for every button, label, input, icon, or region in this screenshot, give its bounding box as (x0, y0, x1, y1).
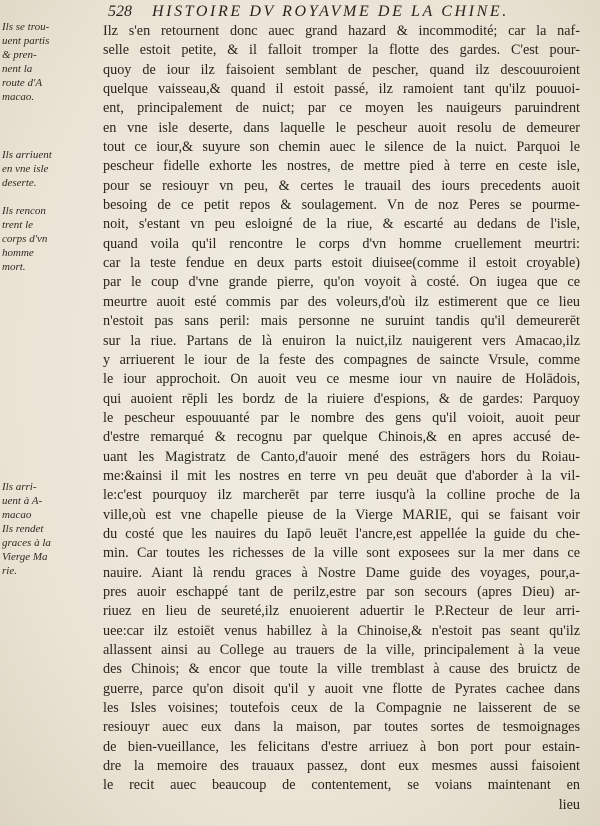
margin-note-line: Vierge Ma (2, 551, 48, 563)
text-line: uee:car ilz estoiēt venus habillez à la Chinoise,& n'estoit pas seant qu'ilz (103, 622, 580, 639)
text-line: les Isles voisines; toutefois ceux de la Compagnie ne laisserent de se (103, 700, 580, 717)
text-line: pres auoir eschappé tant de perilz,estre par son secours (apres Dieu) ar- (103, 583, 580, 600)
text-line: quand voila qu'il rencontre le corps d'vn homme cruellement meurtri: (103, 235, 580, 252)
text-line: pescheur fidelle exhorte les nostres, de mettre pied à terre en ceste isle, (103, 158, 580, 175)
text-line: quoy de iour ilz faisoient semblant de pescher, quand ilz descouuroient (103, 61, 580, 78)
text-line: allassent ainsi au College au trauers de la ville, principalement à la veue (103, 642, 580, 658)
page-number: 528 (108, 3, 132, 20)
text-line: le pescheur espouuanté par le nombre des gens qu'il voioit, auoit peur (103, 409, 580, 426)
text-line: selle estoit petite, & il falloit tromper la flotte des gardes. C'est pour- (103, 42, 580, 59)
margin-note-corps (2, 204, 94, 274)
text-line: le:c'est pourquoy ilz marcherēt par terre iusqu'à la colline proche de la (103, 487, 580, 504)
text-line: du costé que les nauires du Iapō leuēt l'ancre,est appellée la guide du che- (103, 525, 580, 542)
body-text (103, 22, 580, 815)
margin-note-line: homme (2, 247, 34, 259)
margin-note-line: graces à la (2, 537, 51, 549)
margin-note-line: en vne isle (2, 163, 49, 175)
text-line: sur la riue. Partans de là enuiron la nuict,ilz nauigerent vers Amacao,ilz (103, 332, 580, 349)
page-header (100, 2, 570, 24)
text-line: pour se resiouyr vn peu, & certes le trauail des iours precedents auoit (103, 177, 580, 194)
text-line: ville,où est vne chapelle pieuse de la Vierge MARIE, qui se faisant voir (103, 506, 580, 523)
margin-note-line: Ils rendet (2, 523, 44, 535)
margin-note-line: Ils rencon (2, 205, 46, 217)
margin-note-line: uent à A- (2, 495, 43, 507)
margin-note-line: Ils arri- (2, 481, 37, 493)
text-line: uant les Magistratz de Canto,d'auoir mené des estrāgers hors du Roiau- (103, 448, 580, 465)
text-line: car la teste fendue en deux parts estoit diuisee(comme il estoit croyable) (103, 255, 580, 272)
margin-note-line: Ils se trou- (2, 21, 50, 33)
margin-note-line: & pren- (2, 49, 37, 61)
text-line: y arriuerent le iour de la feste des compagnes de saincte Vrsule, comme (103, 351, 580, 368)
margin-note-line: route d'A (2, 77, 43, 89)
margin-note-line: rie. (2, 565, 17, 577)
text-line: d'estre remarqué & recognu par quelque Chinois,& en apres accusé de- (103, 429, 580, 446)
text-line: min. Car toutes les richesses de la ville sont exposees sur la mer dans ce (103, 545, 580, 562)
text-line: le recit auec beaucoup de contentement, se voians maintenant en (103, 777, 580, 794)
text-line: tout ce iour,& suyure son chemin auec le silence de la nuict. Parquoi le (103, 139, 580, 156)
margin-note-line: trent le (2, 219, 34, 231)
text-line: qui auoient rēpli les bordz de la riuiere d'espions, & de gardes: Parquoy (103, 390, 580, 407)
margin-note-line: corps d'vn (2, 233, 48, 245)
margin-note-line: deserte. (2, 177, 37, 189)
margin-note-line: mort. (2, 261, 26, 273)
margin-note-graces (2, 522, 94, 578)
text-line: des Chinois; & encor que toute la ville tremblast à cause des bruictz de (103, 661, 580, 678)
text-line: n'estoit pas sans peril: mais personne ne suruint tandis qu'il demeurerēt (103, 313, 580, 330)
text-line: resiouyr auec eux dans la maison, par toutes sortes de tesmoignages (103, 719, 580, 736)
text-line: nauire. Aiant là rendu graces à Nostre Dame guide des voyages, pour,a- (103, 564, 580, 581)
text-line: meurtre auoit esté commis par des voleurs,d'où ilz estimerent que ce lieu (103, 293, 580, 310)
text-line: besoing de ce petit repos & soulagement. Vn de noz Peres se pourme- (103, 197, 580, 214)
text-line: de bien-vueillance, les felicitans d'estre arriuez à bon port pour estain- (103, 738, 580, 755)
text-line: le iour approchoit. On auoit veu ce mesme iour vn nauire de Holādois, (103, 371, 580, 388)
text-line: Ilz s'en retournent donc auec grand hazard & incommodité; car la naf- (103, 23, 580, 39)
margin-notes (0, 0, 100, 826)
text-line: noit, s'estant vn peu esloigné de la riue, & escarté au dedans de l'isle, (103, 216, 580, 233)
margin-note-amacao (2, 480, 94, 522)
text-line: me:&ainsi il mit les nostres en terre vn peu deuāt que d'aborder à la vil- (103, 467, 580, 484)
text-line: riuez en lieu de seureté,ilz enuoierent aduertir le P.Recteur de leur arri- (103, 603, 580, 620)
margin-note-line: macao (2, 509, 32, 521)
text-line: quelque vaisseau,& quand il estoit passé, ilz ramoient tant qu'ilz pouuoi- (103, 81, 580, 98)
running-title: HISTOIRE DV ROYAVME DE LA CHINE. (152, 3, 509, 20)
margin-note-line: macao. (2, 91, 35, 103)
text-line: guerre, parce qu'on disoit qu'il y auoit vne flotte de Pyrates cachee dans (103, 680, 580, 697)
margin-note-isle (2, 148, 94, 190)
margin-note-line: Ils arriuent (2, 149, 52, 161)
text-line: en vne isle deserte, dans laquelle le pescheur auoit resolu de demeurer (103, 119, 580, 136)
text-line: ent, principalement de nuict; par ce moyen les nauigeurs paruindrent (103, 100, 580, 117)
margin-note-line: uent partis (2, 35, 50, 47)
margin-note-line: nent la (2, 63, 33, 75)
text-line: lieu (558, 796, 580, 813)
text-line: par le coup d'vne grande pierre, qu'on voyoit à costé. On iugea que ce (103, 274, 580, 291)
text-line: dre la memoire des trauaux passez, dont eux mesmes aussi faisoient (103, 758, 580, 775)
margin-note-route (2, 20, 94, 104)
